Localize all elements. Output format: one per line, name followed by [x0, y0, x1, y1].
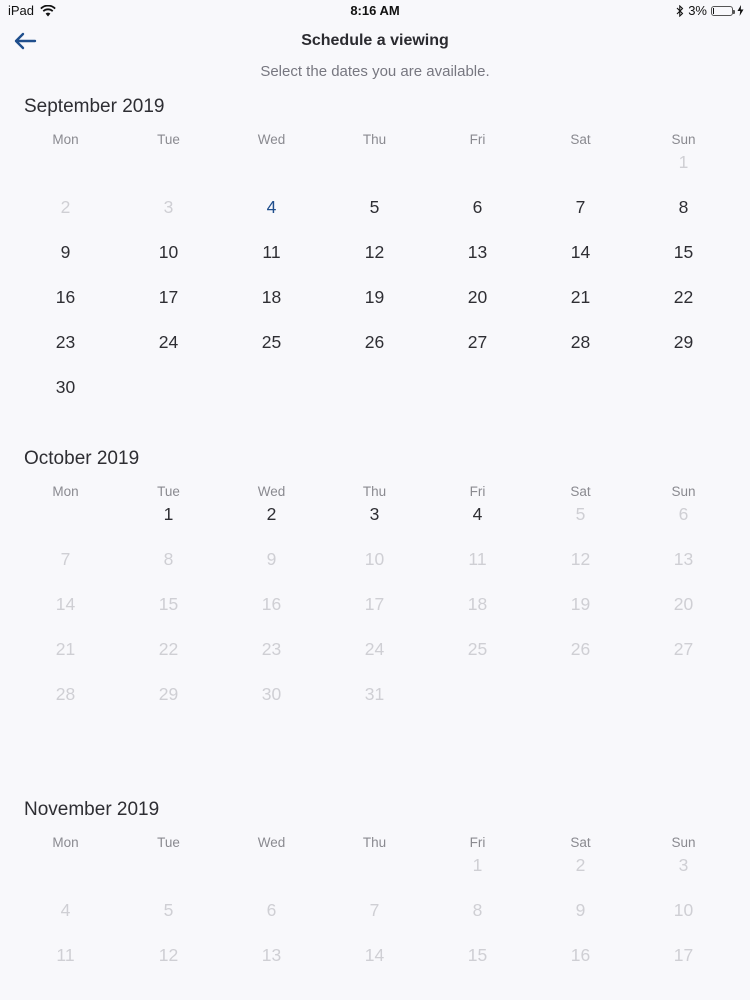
- day-cell: 8: [472, 900, 483, 920]
- day-cell[interactable]: 26: [364, 332, 385, 352]
- day-cell: 18: [467, 594, 488, 614]
- day-cell: 13: [261, 945, 282, 965]
- day-cell[interactable]: 22: [673, 287, 694, 307]
- weekday-label: Wed: [257, 132, 286, 147]
- day-cell: 29: [158, 684, 179, 704]
- weekday-label: Mon: [52, 835, 79, 850]
- day-cell[interactable]: 3: [369, 504, 380, 524]
- weekday-label: Thu: [362, 835, 387, 850]
- day-cell: 20: [673, 594, 694, 614]
- day-cell[interactable]: 13: [467, 242, 488, 262]
- weekday-label: Wed: [257, 484, 286, 499]
- day-cell: 7: [60, 549, 71, 569]
- day-cell: 9: [575, 900, 586, 920]
- day-cell: 14: [364, 945, 385, 965]
- day-cell[interactable]: 27: [467, 332, 488, 352]
- day-cell: 6: [678, 504, 689, 524]
- weekday-label: Thu: [362, 132, 387, 147]
- day-cell[interactable]: 21: [570, 287, 591, 307]
- day-cell: 9: [266, 549, 277, 569]
- day-cell: 22: [158, 639, 179, 659]
- page-subtitle: Select the dates you are available.: [260, 63, 490, 80]
- day-cell[interactable]: 19: [364, 287, 385, 307]
- day-cell[interactable]: 12: [364, 242, 385, 262]
- month-title: October 2019: [24, 448, 140, 469]
- day-cell[interactable]: 6: [472, 197, 483, 217]
- day-cell: 17: [673, 945, 694, 965]
- weekday-label: Sat: [570, 484, 591, 499]
- day-cell: 21: [55, 639, 76, 659]
- day-cell: 1: [678, 152, 689, 172]
- month-title: November 2019: [24, 799, 160, 820]
- day-cell: 27: [673, 639, 694, 659]
- nav-bar: [0, 24, 750, 60]
- day-cell: 12: [570, 549, 591, 569]
- day-cell: 5: [575, 504, 586, 524]
- day-cell: 13: [673, 549, 694, 569]
- day-cell[interactable]: 11: [262, 242, 281, 262]
- weekday-label: Thu: [362, 484, 387, 499]
- day-cell[interactable]: 4: [472, 504, 483, 524]
- day-cell[interactable]: 1: [163, 504, 174, 524]
- day-cell: 10: [364, 549, 385, 569]
- page-title: Schedule a viewing: [301, 32, 449, 49]
- status-time: 8:16 AM: [350, 3, 400, 18]
- weekday-label: Mon: [52, 484, 79, 499]
- day-cell: 24: [364, 639, 385, 659]
- day-cell: 26: [570, 639, 591, 659]
- day-cell: 2: [575, 855, 586, 875]
- day-cell[interactable]: 17: [158, 287, 179, 307]
- weekday-label: Sat: [570, 132, 591, 147]
- weekday-label: Sun: [671, 835, 696, 850]
- weekday-label: Tue: [157, 835, 180, 850]
- day-cell: 5: [163, 900, 174, 920]
- weekday-label: Fri: [469, 484, 486, 499]
- day-cell[interactable]: 5: [369, 197, 380, 217]
- day-cell: 10: [673, 900, 694, 920]
- weekday-label: Fri: [469, 132, 486, 147]
- status-bar: [0, 0, 750, 22]
- day-cell[interactable]: 7: [575, 197, 586, 217]
- day-cell[interactable]: 2: [266, 504, 277, 524]
- day-cell: 11: [56, 945, 75, 965]
- battery-icon: [711, 6, 733, 16]
- weekday-header: [14, 132, 734, 150]
- back-arrow-icon: [12, 28, 38, 54]
- weekday-label: Sun: [671, 484, 696, 499]
- day-cell: 3: [163, 197, 174, 217]
- day-cell: 7: [369, 900, 380, 920]
- day-cell: 3: [678, 855, 689, 875]
- day-cell: 30: [261, 684, 282, 704]
- day-cell: 23: [261, 639, 282, 659]
- weekday-label: Tue: [157, 132, 180, 147]
- day-cell[interactable]: 30: [55, 377, 76, 397]
- weekday-label: Sun: [671, 132, 696, 147]
- weekday-label: Fri: [469, 835, 486, 850]
- day-cell[interactable]: 23: [55, 332, 76, 352]
- weekday-label: Tue: [157, 484, 180, 499]
- weekday-label: Mon: [52, 132, 79, 147]
- day-cell[interactable]: 20: [467, 287, 488, 307]
- day-cell[interactable]: 16: [55, 287, 76, 307]
- day-cell[interactable]: 28: [570, 332, 591, 352]
- day-cell[interactable]: 25: [261, 332, 282, 352]
- day-cell: 15: [467, 945, 488, 965]
- charging-icon: [737, 5, 744, 16]
- day-cell[interactable]: 18: [261, 287, 282, 307]
- day-cell: 31: [364, 684, 385, 704]
- day-cell[interactable]: 8: [678, 197, 689, 217]
- day-cell[interactable]: 14: [570, 242, 591, 262]
- battery-percent: 3%: [688, 3, 707, 18]
- day-cell[interactable]: 10: [158, 242, 179, 262]
- day-cell: 16: [261, 594, 282, 614]
- day-cell: 12: [158, 945, 179, 965]
- day-cell[interactable]: 9: [60, 242, 71, 262]
- day-cell[interactable]: 15: [673, 242, 694, 262]
- status-right: [676, 3, 744, 18]
- weekday-label: Wed: [257, 835, 286, 850]
- device-name: iPad: [8, 3, 35, 18]
- day-cell: 2: [60, 197, 71, 217]
- day-cell: 19: [570, 594, 591, 614]
- day-cell: 17: [364, 594, 385, 614]
- weekday-label: Sat: [570, 835, 591, 850]
- day-cell: 16: [570, 945, 591, 965]
- day-cell: 8: [163, 549, 174, 569]
- bluetooth-icon: [676, 5, 684, 17]
- day-cell: 6: [266, 900, 277, 920]
- day-cell[interactable]: 24: [158, 332, 179, 352]
- day-cell: 28: [55, 684, 76, 704]
- day-cell[interactable]: 4: [266, 197, 277, 217]
- day-cell: 1: [472, 855, 483, 875]
- day-cell: 14: [55, 594, 76, 614]
- day-cell: 15: [158, 594, 179, 614]
- day-cell: 11: [468, 549, 487, 569]
- day-cell[interactable]: 29: [673, 332, 694, 352]
- day-cell: 4: [60, 900, 71, 920]
- month-title: September 2019: [24, 96, 165, 117]
- day-cell: 25: [467, 639, 488, 659]
- back-button[interactable]: [12, 28, 42, 56]
